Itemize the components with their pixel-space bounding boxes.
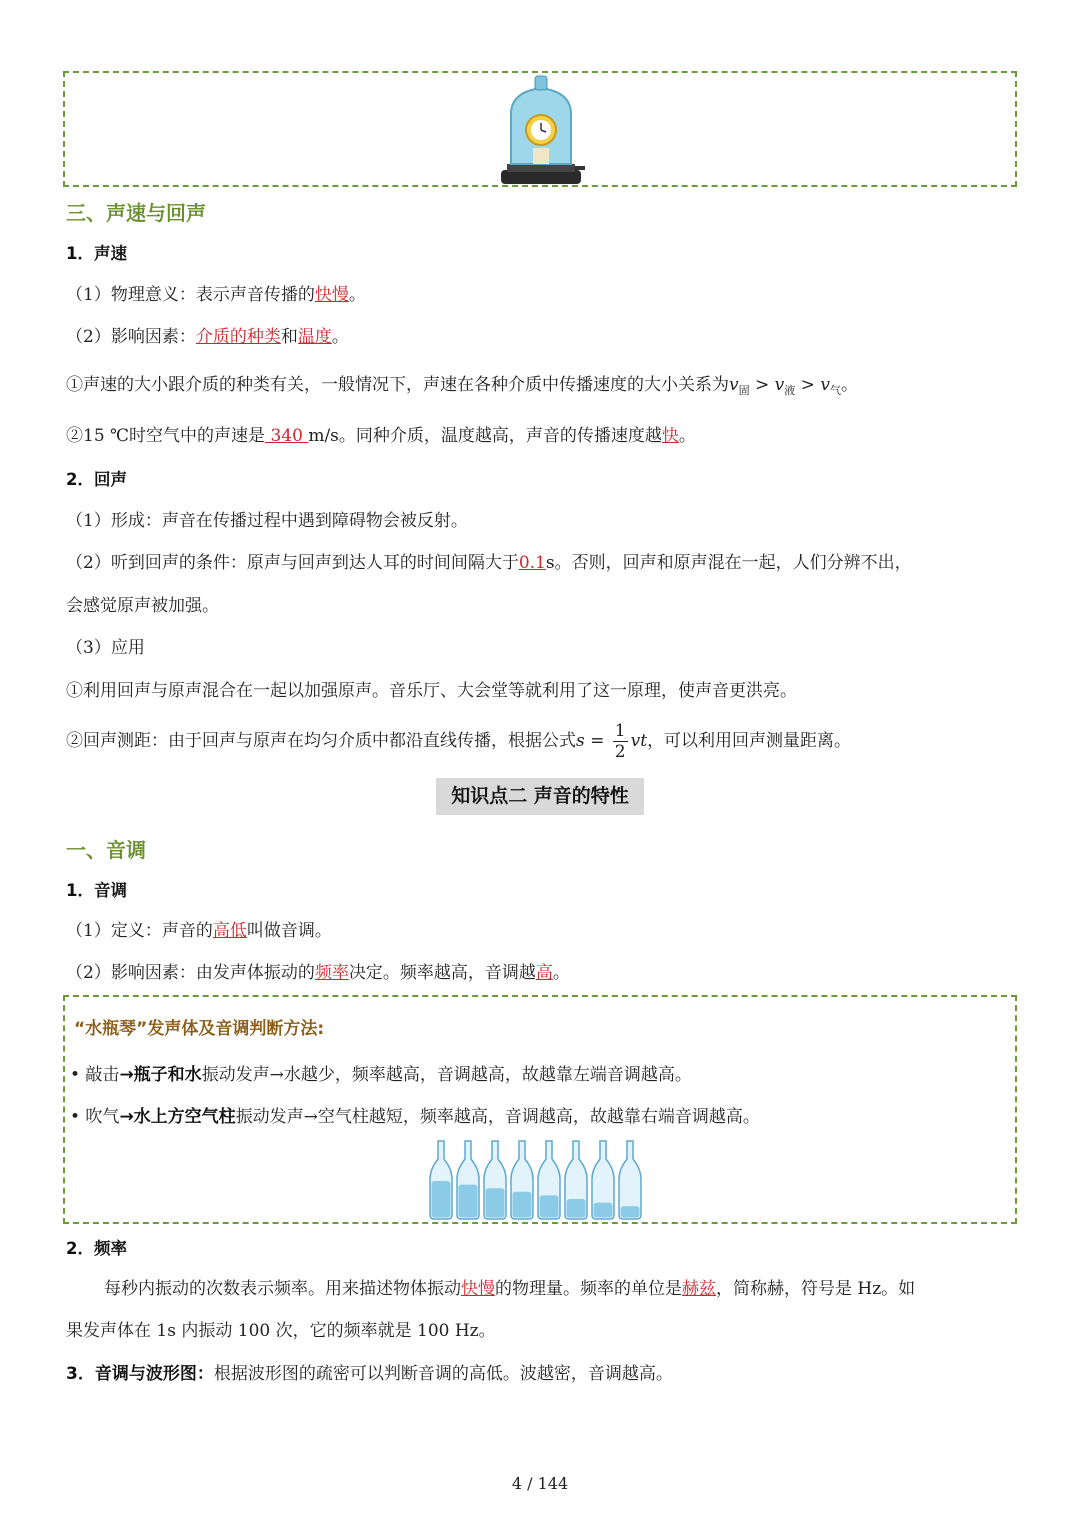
speed-note-media: ①声速的大小跟介质的种类有关，一般情况下，声速在各种介质中传播速度的大小关系为$v_固 > v_液 > v_气$。 [66, 375, 858, 397]
heading-echo: 2．回声 [66, 470, 127, 489]
echo-condition: （2）听到回声的条件：原声与回声到达人耳的时间间隔大于0.1s。否则，回声和原声混在一起，人们分辨不出， [66, 553, 912, 573]
heading-pitch: 1．音调 [66, 881, 127, 900]
echo-app-reinforce: ①利用回声与原声混合在一起以加强原声。音乐厅、大会堂等就利用了这一原理，使声音更洪亮。 [66, 681, 797, 701]
bottle [565, 1141, 587, 1219]
page-number: 4 / 144 [511, 1474, 569, 1493]
tip-knock: • 敲击→瓶子和水振动发声→水越少，频率越高，音调越高，故越靠左端音调越高。 [70, 1065, 692, 1085]
bottle [484, 1141, 506, 1219]
bottle [457, 1141, 479, 1219]
bottle-water [513, 1192, 532, 1218]
echo-application-heading: （3）应用 [66, 638, 145, 658]
echo-formation: （1）形成：声音在传播过程中遇到障碍物会被反射。 [66, 511, 468, 531]
speed-meaning: （1）物理意义：表示声音传播的快慢。 [66, 285, 366, 305]
bottle [430, 1141, 452, 1219]
waveform-line: 3．音调与波形图：根据波形图的疏密可以判断音调的高低。波越密，音调越高。 [66, 1364, 673, 1384]
bottle [592, 1141, 614, 1219]
pitch-factors: （2）影响因素：由发声体振动的频率决定。频率越高，音调越高。 [66, 963, 570, 983]
knowledge-point-title: 知识点二 声音的特性 [436, 778, 644, 815]
bottle-water [594, 1203, 613, 1218]
speed-note-air: ②15 ℃时空气中的声速是 340 m/s。同种介质，温度越高，声音的传播速度越快。 [66, 426, 696, 446]
echo-app-ranging: ②回声测距：由于回声与原声在均匀介质中都沿直线传播，根据公式s = $\frac{1}{2}$ vt，可以利用回声测量距离。 [66, 721, 852, 762]
bottle-water [459, 1185, 478, 1218]
frequency-para-2: 果发声体在 1s 内振动 100 次，它的频率就是 100 Hz。 [66, 1321, 496, 1341]
bottle [538, 1141, 560, 1219]
echo-condition-cont: 会感觉原声被加强。 [66, 596, 219, 616]
formula-fraction: $\frac{1}{2}$ [614, 721, 626, 762]
water-bottle-box-title: “水瓶琴”发声体及音调判断方法: [74, 1019, 325, 1039]
bottle-water [621, 1206, 640, 1217]
bottle-water [567, 1199, 586, 1218]
tip-blow: • 吹气→水上方空气柱振动发声→空气柱越短，频率越高，音调越高，故越靠右端音调越高。 [70, 1107, 760, 1127]
bottle [619, 1141, 641, 1219]
speed-factors: （2）影响因素：介质的种类和温度。 [66, 327, 349, 347]
bottle-water [486, 1188, 505, 1217]
section-title-sound-speed-echo: 三、声速与回声 [66, 201, 206, 225]
bottle [511, 1141, 533, 1219]
bell-jar-alarm-clock-image [499, 74, 589, 186]
pitch-definition: （1）定义：声音的高低叫做音调。 [66, 921, 332, 941]
section-title-pitch: 一、音调 [66, 838, 146, 862]
heading-frequency: 2．频率 [66, 1239, 127, 1258]
bottle-water [432, 1181, 451, 1218]
bell-jar-figure-box [63, 71, 1017, 187]
bottle-water [540, 1195, 559, 1217]
frequency-para-1: 每秒内振动的次数表示频率。用来描述物体振动快慢的物理量。频率的单位是赫兹，简称赫，符号是 Hz。如 [104, 1279, 916, 1299]
heading-sound-speed: 1．声速 [66, 244, 127, 263]
water-bottles-image [426, 1137, 646, 1221]
